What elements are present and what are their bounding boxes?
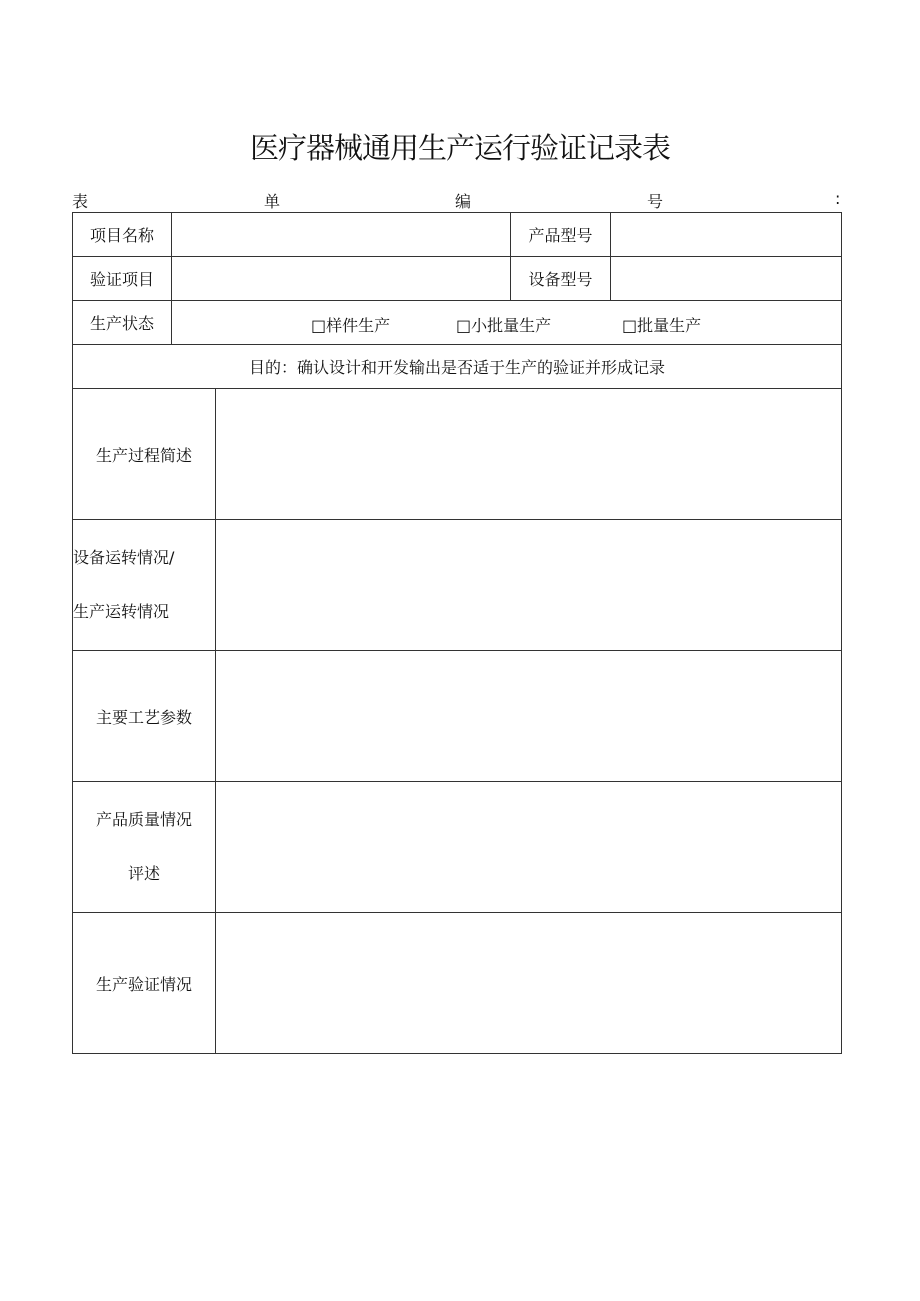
- equipment-status-field[interactable]: [216, 520, 842, 651]
- table-row: [73, 257, 842, 301]
- table-row: [73, 389, 842, 520]
- production-status-options: [172, 301, 842, 345]
- purpose-text: 目的：确认设计和开发输出是否适于生产的验证并形成记录: [73, 345, 842, 389]
- process-params-field[interactable]: [216, 651, 842, 782]
- verification-field[interactable]: [216, 913, 842, 1054]
- status-option-batch[interactable]: □批量生产: [622, 316, 702, 335]
- status-option-small-batch[interactable]: □小批量生产: [456, 316, 552, 335]
- verify-item-field[interactable]: [172, 257, 511, 301]
- table-row: [73, 520, 842, 651]
- form-number-char: 表: [72, 192, 89, 211]
- quality-field[interactable]: [216, 782, 842, 913]
- table-row: [73, 782, 842, 913]
- equipment-status-label-line2: 生产运转情况: [73, 602, 170, 621]
- page-title: 医疗器械通用生产运行验证记录表: [249, 131, 670, 165]
- form-number-char: :: [835, 189, 841, 208]
- verify-item-label: 验证项目: [73, 257, 172, 301]
- form-number-char: 编: [455, 192, 472, 211]
- record-form-table: [72, 212, 842, 1054]
- equipment-model-field[interactable]: [611, 257, 842, 301]
- equipment-model-label: 设备型号: [511, 257, 611, 301]
- product-model-field[interactable]: [611, 213, 842, 257]
- quality-label-line2: 评述: [127, 864, 160, 883]
- production-status-label: 生产状态: [73, 301, 172, 345]
- table-row: [73, 651, 842, 782]
- process-desc-field[interactable]: [216, 389, 842, 520]
- table-row: [73, 345, 842, 389]
- quality-label-line1: 产品质量情况: [95, 810, 192, 829]
- project-name-field[interactable]: [172, 213, 511, 257]
- form-number-char: 号: [647, 192, 664, 211]
- product-model-label: 产品型号: [511, 213, 611, 257]
- quality-label: [73, 782, 216, 913]
- project-name-label: 项目名称: [73, 213, 172, 257]
- equipment-status-label-line1: 设备运转情况/: [73, 548, 175, 567]
- form-number-char: 单: [264, 192, 281, 211]
- table-row: [73, 913, 842, 1054]
- equipment-status-label: [73, 520, 216, 651]
- process-desc-label: 生产过程简述: [73, 389, 216, 520]
- form-number-line: [72, 189, 842, 211]
- verification-label: 生产验证情况: [73, 913, 216, 1054]
- table-row: [73, 301, 842, 345]
- table-row: [73, 213, 842, 257]
- process-params-label: 主要工艺参数: [73, 651, 216, 782]
- status-option-sample[interactable]: □样件生产: [311, 316, 391, 335]
